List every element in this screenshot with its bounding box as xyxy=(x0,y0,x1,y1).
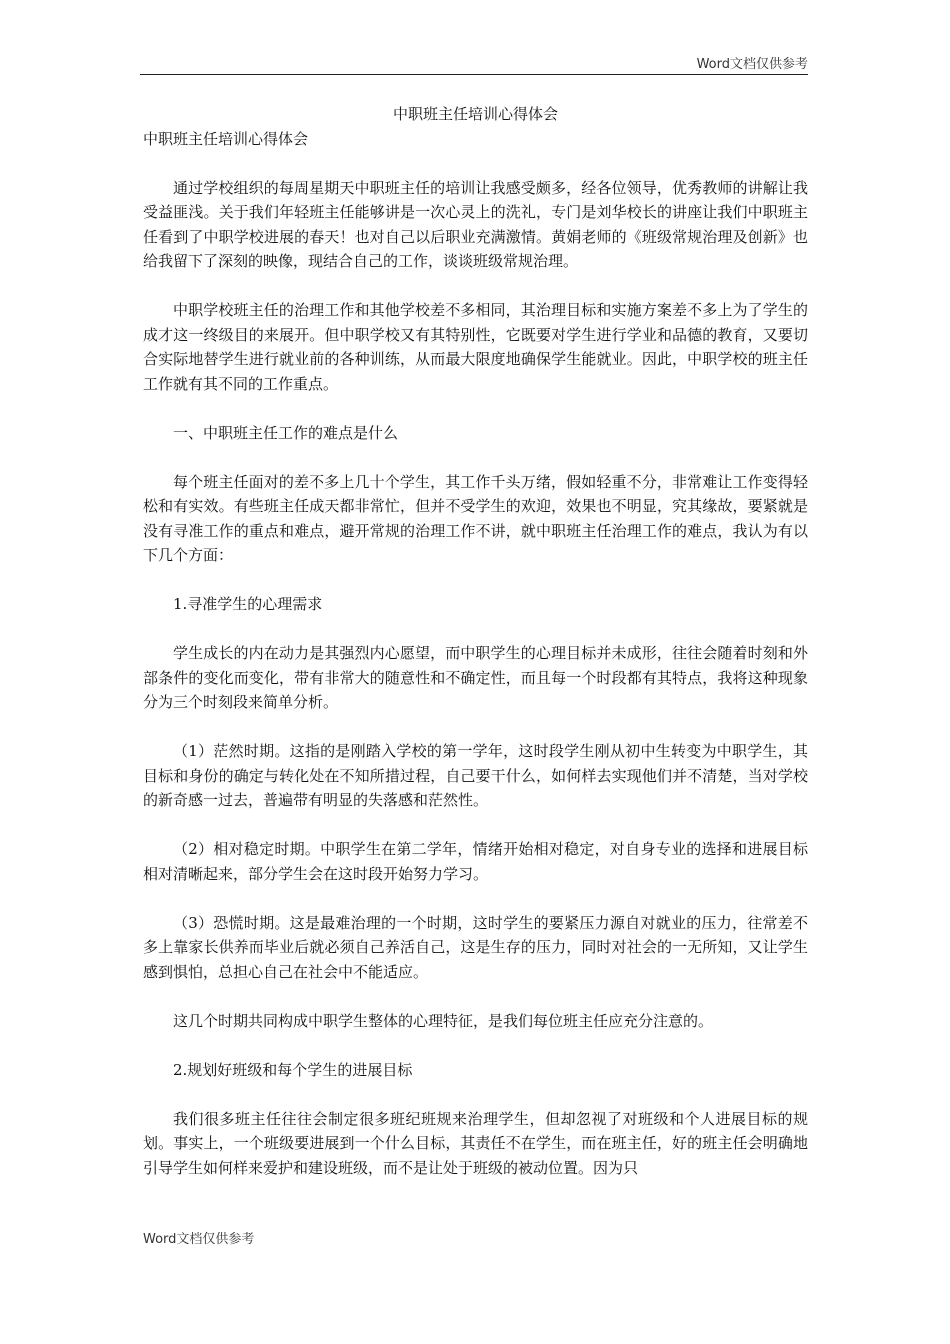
header-divider xyxy=(140,74,808,75)
section-heading: 一、中职班主任工作的难点是什么 xyxy=(173,423,399,442)
paragraph: （1）茫然时期。这指的是刚踏入学校的第一学年，这时段学生刚从初中生转变为中职学生，其目标和身份的确定与转化处在不知所措过程，自己要干什么，如何样去实现他们并不清楚，当对学校的新奇感一过去，普遍带有明显的失落感和茫然性。 xyxy=(143,742,808,809)
paragraph: 我们很多班主任往往会制定很多班纪班规来治理学生，但却忽视了对班级和个人进展目标的规划。事实上，一个班级要进展到一个什么目标，其责任不在学生，而在班主任，好的班主任会明确地引导学生如何样来爱护和建设班级，而不是让处于班级的被动位置。因为只 xyxy=(143,1109,808,1177)
paragraph: 通过学校组织的每周星期天中职班主任的培训让我感受颇多，经各位领导，优秀教师的讲解让我受益匪浅。关于我们年轻班主任能够讲是一次心灵上的洗礼，专门是刘华校长的讲座让我们中职班主任看到了中职学校进展的春天！也对自己以后职业充满激情。黄娟老师的《班级常规治理及创新》也给我留下了深刻的映像，现结合自己的工作，谈谈班级常规治理。 xyxy=(143,178,808,270)
paragraph: （3）恐慌时期。这是最难治理的一个时期，这时学生的要紧压力源自对就业的压力，往常差不多上靠家长供养而毕业后就必须自己养活自己，这是生存的压力，同时对社会的一无所知，又让学生感到惧怕，总担心自己在社会中不能适应。 xyxy=(143,913,808,981)
paragraph: 这几个时期共同构成中职学生整体的心理特征，是我们每位班主任应充分注意的。 xyxy=(173,1011,714,1030)
document-subtitle: 中职班主任培训心得体会 xyxy=(143,129,309,148)
document-title: 中职班主任培训心得体会 xyxy=(392,105,558,123)
document-body xyxy=(143,102,808,1180)
subsection-heading: 2.规划好班级和每个学生的进展目标 xyxy=(173,1060,413,1079)
paragraph: （2）相对稳定时期。中职学生在第二学年，情绪开始相对稳定，对自身专业的选择和进展目标相对清晰起来，部分学生会在这时段开始努力学习。 xyxy=(143,840,808,883)
paragraph: 中职学校班主任的治理工作和其他学校差不多相同，其治理目标和实施方案差不多上为了学生的成才这一终级目的来展开。但中职学校又有其特别性，它既要对学生进行学业和品德的教育，又要切合实际地替学生进行就业前的各种训练，从而最大限度地确保学生能就业。因此，中职学校的班主任工作就有其不同的工作重点。 xyxy=(143,301,808,393)
page-footer: Word文档仅供参考 xyxy=(143,1232,255,1247)
subsection-heading: 1.寻准学生的心理需求 xyxy=(173,595,323,613)
page-header: Word文档仅供参考 xyxy=(696,57,808,72)
paragraph: 学生成长的内在动力是其强烈内心愿望，而中职学生的心理目标并未成形，往往会随着时刻和外部条件的变化而变化，带有非常大的随意性和不确定性，而且每一个时段都有其特点，我将这种现象分为三个时刻段来简单分析。 xyxy=(143,644,808,711)
paragraph: 每个班主任面对的差不多上几十个学生，其工作千头万绪，假如轻重不分，非常难让工作变得轻松和有实效。有些班主任成天都非常忙，但并不受学生的欢迎，效果也不明显，究其缘故，要紧就是没有寻准工作的重点和难点，避开常规的治理工作不讲，就中职班主任治理工作的难点，我认为有以下几个方面： xyxy=(143,472,808,564)
